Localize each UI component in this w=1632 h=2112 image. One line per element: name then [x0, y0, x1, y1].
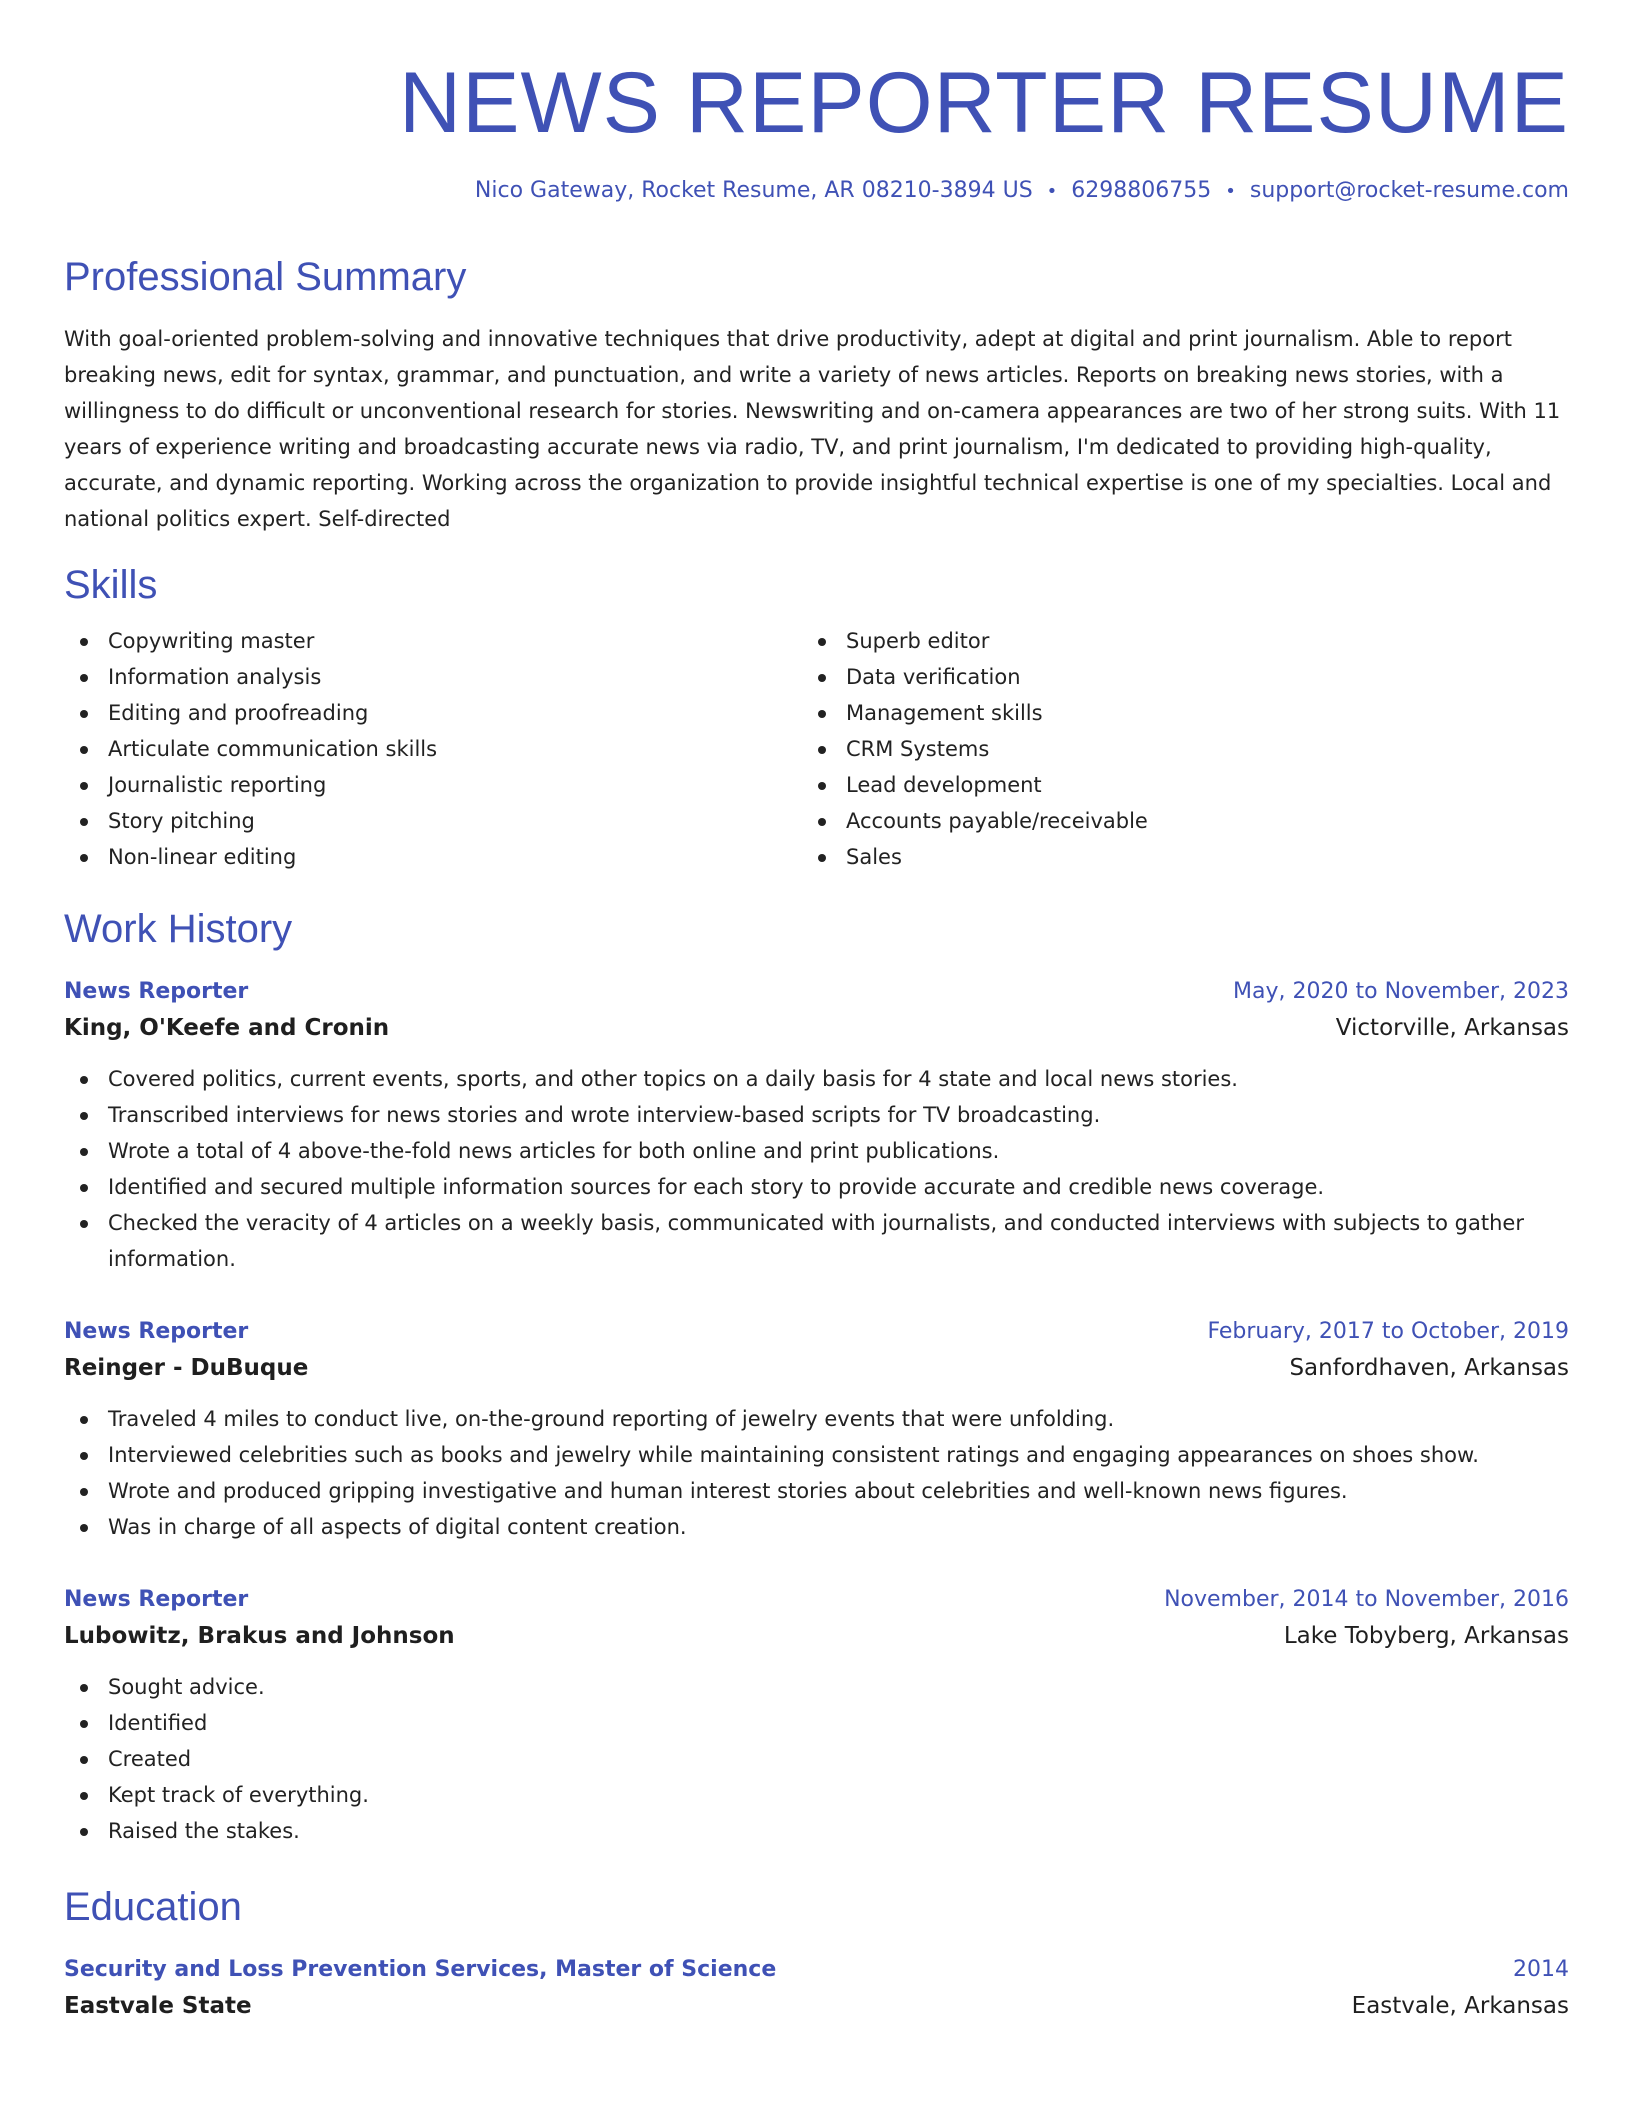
job-bullets	[64, 1401, 1569, 1545]
contact-email[interactable]: support@rocket-resume.com	[1249, 178, 1569, 203]
summary-text: With goal-oriented problem-solving and innovative techniques that drive productivity, adept at digital and print journalism. Able to report breaking news, edit for syntax, grammar, and punctuation, and write a variety of news articles. Reports on breaking news stories, with a willingness to do difficult or unconventional research for stories. Newswriting and on-camera appearances are two of her strong suits. With 11 years of experience writing and broadcasting accurate news via radio, TV, and print journalism, I'm dedicated to providing high-quality, accurate, and dynamic reporting. Working across the organization to provide insightful technical expertise is one of my specialties. Local and national politics expert. Self-directed	[64, 327, 1561, 531]
skill-item: Information analysis	[64, 659, 802, 695]
contact-separator: •	[1225, 181, 1236, 202]
contact-line	[64, 176, 1569, 207]
education-header-row	[64, 1953, 1569, 1987]
job-company: Reinger - DuBuque	[64, 1355, 309, 1381]
job-bullet: Sought advice.	[64, 1669, 1569, 1705]
job-entry	[64, 1583, 1569, 1849]
education-year: 2014	[1513, 1957, 1569, 1982]
job-title: News Reporter	[64, 1319, 249, 1344]
job-bullet: Identified and secured multiple information sources for each story to provide accurate and credible news coverage.	[64, 1169, 1569, 1205]
skills-list-left	[64, 623, 802, 875]
education-school: Eastvale State	[64, 1993, 252, 2019]
job-bullet: Raised the stakes.	[64, 1813, 1569, 1849]
job-header-row	[64, 975, 1569, 1009]
skill-item: Data verification	[802, 659, 1540, 695]
skill-item: Lead development	[802, 767, 1540, 803]
job-location: Victorville, Arkansas	[1335, 1015, 1569, 1041]
summary-section	[64, 253, 1569, 537]
job-entry	[64, 975, 1569, 1277]
job-bullet: Created	[64, 1741, 1569, 1777]
skill-item: Story pitching	[64, 803, 802, 839]
skills-heading: Skills	[64, 563, 158, 607]
job-company-row	[64, 1617, 1569, 1655]
skills-grid	[64, 623, 1569, 875]
job-header-row	[64, 1583, 1569, 1617]
job-entry	[64, 1315, 1569, 1545]
skill-item: Sales	[802, 839, 1540, 875]
education-school-row	[64, 1987, 1569, 2025]
skill-item: CRM Systems	[802, 731, 1540, 767]
skill-item: Non-linear editing	[64, 839, 802, 875]
skill-item: Articulate communication skills	[64, 731, 802, 767]
education-section	[64, 1883, 1569, 2025]
summary-heading: Professional Summary	[64, 255, 467, 299]
job-location: Sanfordhaven, Arkansas	[1289, 1355, 1569, 1381]
skills-column-left	[64, 623, 802, 875]
job-bullets	[64, 1669, 1569, 1849]
education-entry	[64, 1953, 1569, 2025]
education-heading: Education	[64, 1885, 242, 1929]
job-bullet: Interviewed celebrities such as books and jewelry while maintaining consistent ratings and engaging appearances on shoes show.	[64, 1437, 1569, 1473]
contact-address: Nico Gateway, Rocket Resume, AR 08210-3894 US	[474, 178, 1033, 203]
contact-phone: 6298806755	[1071, 178, 1212, 203]
job-bullet: Covered politics, current events, sports, and other topics on a daily basis for 4 state and local news stories.	[64, 1061, 1569, 1097]
job-company: Lubowitz, Brakus and Johnson	[64, 1623, 455, 1649]
job-bullet: Was in charge of all aspects of digital content creation.	[64, 1509, 1569, 1545]
skill-item: Accounts payable/receivable	[802, 803, 1540, 839]
job-company-row	[64, 1349, 1569, 1387]
skills-list-right	[802, 623, 1540, 875]
job-bullet: Identified	[64, 1705, 1569, 1741]
job-bullet: Transcribed interviews for news stories and wrote interview-based scripts for TV broadcasting.	[64, 1097, 1569, 1133]
job-company: King, O'Keefe and Cronin	[64, 1015, 390, 1041]
job-title: News Reporter	[64, 1587, 249, 1612]
skills-section	[64, 561, 1569, 875]
skills-column-right	[802, 623, 1540, 875]
skill-item: Management skills	[802, 695, 1540, 731]
job-bullets	[64, 1061, 1569, 1277]
skill-item: Superb editor	[802, 623, 1540, 659]
job-bullet: Wrote a total of 4 above-the-fold news articles for both online and print publications.	[64, 1133, 1569, 1169]
skill-item: Editing and proofreading	[64, 695, 802, 731]
job-location: Lake Tobyberg, Arkansas	[1283, 1623, 1569, 1649]
job-company-row	[64, 1009, 1569, 1047]
job-title: News Reporter	[64, 979, 249, 1004]
education-degree: Security and Loss Prevention Services, Master of Science	[64, 1957, 777, 1982]
job-dates: November, 2014 to November, 2016	[1164, 1587, 1569, 1612]
job-bullet: Checked the veracity of 4 articles on a weekly basis, communicated with journalists, and conducted interviews with subjects to gather information.	[64, 1205, 1569, 1277]
job-bullet: Kept track of everything.	[64, 1777, 1569, 1813]
job-bullet: Wrote and produced gripping investigative and human interest stories about celebrities and well-known news figures.	[64, 1473, 1569, 1509]
skill-item: Journalistic reporting	[64, 767, 802, 803]
job-dates: February, 2017 to October, 2019	[1207, 1319, 1569, 1344]
contact-separator: •	[1046, 181, 1058, 202]
education-location: Eastvale, Arkansas	[1351, 1993, 1569, 2019]
skill-item: Copywriting master	[64, 623, 802, 659]
work-history-heading: Work History	[64, 907, 293, 951]
job-dates: May, 2020 to November, 2023	[1233, 979, 1569, 1004]
work-history-section	[64, 905, 1569, 1849]
resume-header	[64, 52, 1569, 207]
job-bullet: Traveled 4 miles to conduct live, on-the-ground reporting of jewelry events that were unfolding.	[64, 1401, 1569, 1437]
resume-title: NEWS REPORTER RESUME	[399, 55, 1569, 151]
job-header-row	[64, 1315, 1569, 1349]
